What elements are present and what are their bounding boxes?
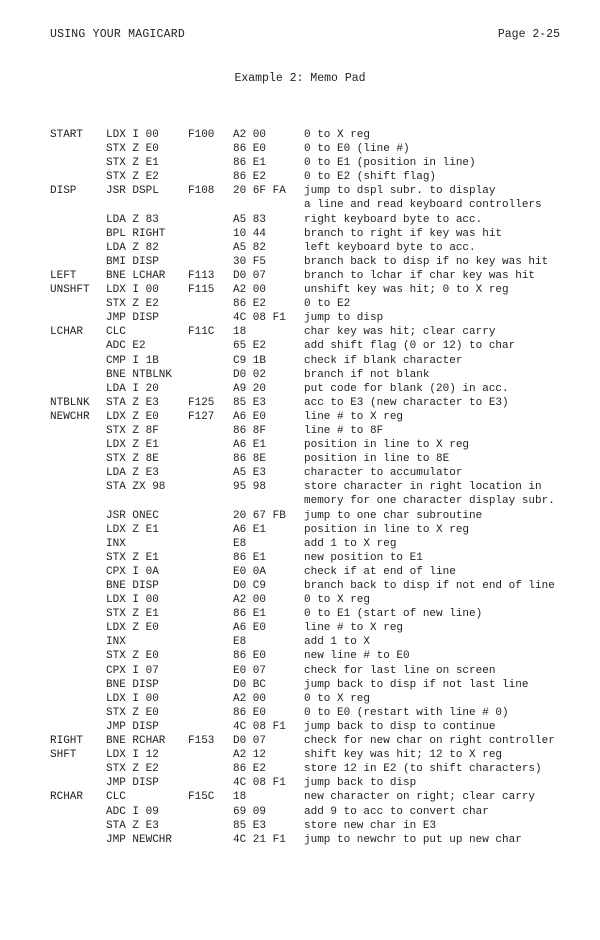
comment: 0 to E1 (start of new line) (304, 608, 483, 621)
listing-row (0, 748, 600, 762)
instruction: STX Z E2 (106, 171, 159, 184)
machine-code: A9 20 (233, 382, 267, 395)
instruction: STA Z E3 (106, 396, 159, 409)
instruction: BMI DISP (106, 255, 159, 268)
listing-row (0, 368, 600, 382)
machine-code: A6 E0 (233, 410, 267, 423)
instruction: INX (106, 537, 126, 550)
machine-code: 18 (233, 326, 247, 339)
address: F100 (188, 129, 215, 141)
comment: 0 to X reg (304, 692, 371, 705)
instruction: STX Z E1 (106, 551, 159, 564)
instruction: ADC E2 (106, 340, 146, 353)
address: F11C (188, 326, 215, 339)
machine-code: A6 E0 (233, 622, 267, 635)
instruction: STX Z 8E (106, 453, 159, 466)
machine-code: 69 09 (233, 805, 267, 818)
instruction: LDA I 20 (106, 382, 159, 395)
comment: store character in right location in (304, 481, 542, 494)
comment: 0 to X reg (304, 594, 371, 607)
listing-row (0, 241, 600, 255)
machine-code: D0 C9 (233, 580, 267, 592)
machine-code: 4C 21 F1 (233, 833, 286, 846)
code-label: DISP (50, 185, 77, 198)
listing-row (0, 325, 600, 339)
code-label: LCHAR (50, 326, 84, 339)
machine-code: 86 E2 (233, 298, 267, 311)
instruction: JMP DISP (106, 720, 159, 733)
instruction: LDX I 00 (106, 284, 159, 297)
listing-row (0, 762, 600, 776)
instruction: STX Z E2 (106, 298, 159, 311)
listing-row (0, 579, 600, 593)
machine-code: A2 00 (233, 692, 267, 705)
listing-row (0, 607, 600, 621)
machine-code: 20 67 FB (233, 509, 286, 522)
instruction: STX Z E2 (106, 763, 159, 776)
instruction: JSR DSPL (106, 185, 159, 198)
listing-row (0, 283, 600, 297)
instruction: LDX Z E0 (106, 410, 159, 423)
comment: add 9 to acc to convert char (304, 805, 489, 818)
machine-code: D0 07 (233, 269, 267, 282)
instruction: LDX I 12 (106, 749, 159, 762)
machine-code: 85 E3 (233, 819, 267, 832)
machine-code: E8 (233, 537, 247, 550)
instruction: BNE DISP (106, 580, 159, 592)
comment: check if blank character (304, 354, 463, 367)
listing-row (0, 213, 600, 227)
address: F127 (188, 410, 215, 423)
listing-row (0, 537, 600, 551)
comment: jump back to disp if not last line (304, 678, 529, 691)
instruction: LDX I 00 (106, 129, 159, 141)
instruction: ADC I 09 (106, 805, 159, 818)
machine-code: 86 E1 (233, 608, 267, 621)
listing-row (0, 339, 600, 353)
machine-code: E8 (233, 636, 247, 649)
comment: acc to E3 (new character to E3) (304, 396, 509, 409)
listing-row (0, 805, 600, 819)
comment: position in line to 8E (304, 453, 450, 466)
instruction: LDX I 00 (106, 692, 159, 705)
comment: new line # to E0 (304, 650, 410, 663)
machine-code: 30 F5 (233, 255, 267, 268)
comment: unshift key was hit; 0 to X reg (304, 284, 509, 297)
instruction: JSR ONEC (106, 509, 159, 522)
instruction: STX Z 8F (106, 424, 159, 437)
listing-row (0, 170, 600, 184)
listing-row (0, 396, 600, 410)
machine-code: A5 82 (233, 241, 267, 254)
instruction: JMP DISP (106, 312, 159, 325)
comment: jump to disp (304, 312, 384, 325)
listing-row (0, 523, 600, 537)
machine-code: 4C 08 F1 (233, 312, 286, 325)
instruction: STX Z E0 (106, 706, 159, 719)
listing-row (0, 128, 600, 142)
comment: jump to newchr to put up new char (304, 833, 522, 846)
comment: check for last line on screen (304, 664, 496, 677)
instruction: STA Z E3 (106, 819, 159, 832)
instruction: CMP I 1B (106, 354, 159, 367)
instruction: LDX Z E1 (106, 439, 159, 452)
comment: left keyboard byte to acc. (304, 241, 476, 254)
listing-row (0, 593, 600, 607)
instruction: BNE DISP (106, 678, 159, 691)
machine-code: D0 BC (233, 678, 267, 691)
instruction: STX Z E0 (106, 650, 159, 663)
code-label: UNSHFT (50, 284, 90, 297)
machine-code: 65 E2 (233, 340, 267, 353)
machine-code: 18 (233, 791, 247, 804)
instruction: BPL RIGHT (106, 227, 166, 240)
instruction: LDX I 00 (106, 594, 159, 607)
comment: character to accumulator (304, 467, 463, 480)
comment: line # to 8F (304, 424, 384, 437)
comment: shift key was hit; 12 to X reg (304, 749, 503, 762)
instruction: INX (106, 636, 126, 649)
listing-row (0, 410, 600, 424)
instruction: STX Z E0 (106, 143, 159, 156)
machine-code: 10 44 (233, 227, 267, 240)
comment: jump back to disp to continue (304, 720, 496, 733)
listing-row (0, 452, 600, 466)
code-label: RCHAR (50, 791, 84, 804)
assembly-listing (0, 128, 600, 847)
machine-code: E0 0A (233, 565, 267, 578)
instruction: LDA Z 82 (106, 241, 159, 254)
comment: 0 to E1 (position in line) (304, 157, 476, 170)
comment: new position to E1 (304, 551, 423, 564)
address: F115 (188, 284, 215, 297)
machine-code: 86 E1 (233, 551, 267, 564)
address: F125 (188, 396, 215, 409)
machine-code: 86 E0 (233, 143, 267, 156)
page-number: Page 2-25 (497, 28, 560, 41)
listing-row (0, 297, 600, 311)
listing-row (0, 678, 600, 692)
listing-row (0, 819, 600, 833)
machine-code: C9 1B (233, 354, 267, 367)
comment: jump to dspl subr. to display (304, 185, 496, 198)
code-label: LEFT (50, 269, 77, 282)
code-label: RIGHT (50, 735, 84, 748)
listing-row (0, 184, 600, 198)
comment: add 1 to X (304, 636, 371, 649)
listing-row (0, 692, 600, 706)
machine-code: 4C 08 F1 (233, 720, 286, 733)
comment: right keyboard byte to acc. (304, 213, 483, 226)
instruction: LDA Z E3 (106, 467, 159, 480)
instruction: JMP DISP (106, 777, 159, 790)
comment: memory for one character display subr. (304, 495, 555, 508)
listing-row (0, 424, 600, 438)
comment: position in line to X reg (304, 523, 470, 536)
listing-row (0, 480, 600, 494)
listing-row (0, 565, 600, 579)
machine-code: 86 8E (233, 453, 267, 466)
comment: branch to right if key was hit (304, 227, 503, 240)
machine-code: A2 12 (233, 749, 267, 762)
comment: branch if not blank (304, 368, 430, 381)
instruction: LDX Z E0 (106, 622, 159, 635)
instruction: CLC (106, 326, 126, 339)
comment: branch back to disp if no key was hit (304, 255, 549, 268)
listing-row (0, 649, 600, 663)
machine-code: 86 8F (233, 424, 267, 437)
comment: new character on right; clear carry (304, 791, 536, 804)
code-label: START (50, 129, 84, 141)
instruction: CLC (106, 791, 126, 804)
address: F153 (188, 735, 215, 748)
listing-row (0, 466, 600, 480)
machine-code: D0 07 (233, 735, 267, 748)
code-label: NEWCHR (50, 410, 90, 423)
comment: line # to X reg (304, 410, 404, 423)
machine-code: 95 98 (233, 481, 267, 494)
comment: check for new char on right controller (304, 735, 555, 748)
comment: jump back to disp (304, 777, 417, 790)
listing-row (0, 494, 600, 508)
machine-code: E0 07 (233, 664, 267, 677)
address: F108 (188, 185, 215, 198)
listing-row (0, 706, 600, 720)
comment: line # to X reg (304, 622, 404, 635)
listing-row (0, 664, 600, 678)
listing-row (0, 720, 600, 734)
listing-row (0, 382, 600, 396)
machine-code: A5 E3 (233, 467, 267, 480)
instruction: STA ZX 98 (106, 481, 166, 494)
machine-code: 85 E3 (233, 396, 267, 409)
machine-code: 20 6F FA (233, 185, 286, 198)
machine-code: A2 00 (233, 129, 267, 141)
machine-code: 86 E2 (233, 763, 267, 776)
comment: a line and read keyboard controllers (304, 199, 542, 212)
code-label: SHFT (50, 749, 77, 762)
listing-row (0, 734, 600, 748)
example-title: Example 2: Memo Pad (234, 72, 366, 85)
listing-row (0, 198, 600, 212)
machine-code: A6 E1 (233, 523, 267, 536)
address: F113 (188, 269, 215, 282)
comment: branch to lchar if char key was hit (304, 269, 536, 282)
machine-code: D0 02 (233, 368, 267, 381)
comment: 0 to E2 (shift flag) (304, 171, 437, 184)
instruction: STX Z E1 (106, 608, 159, 621)
listing-row (0, 621, 600, 635)
machine-code: 4C 08 F1 (233, 777, 286, 790)
instruction: BNE LCHAR (106, 269, 166, 282)
instruction: BNE NTBLNK (106, 368, 173, 381)
listing-row (0, 142, 600, 156)
instruction: BNE RCHAR (106, 735, 166, 748)
listing-row (0, 776, 600, 790)
listing-row (0, 551, 600, 565)
listing-row (0, 509, 600, 523)
comment: 0 to E2 (304, 298, 351, 311)
listing-row (0, 311, 600, 325)
comment: add 1 to X reg (304, 537, 397, 550)
code-label: NTBLNK (50, 396, 90, 409)
comment: add shift flag (0 or 12) to char (304, 340, 516, 353)
comment: 0 to X reg (304, 129, 371, 141)
machine-code: 86 E0 (233, 650, 267, 663)
comment: 0 to E0 (line #) (304, 143, 410, 156)
listing-row (0, 635, 600, 649)
instruction: STX Z E1 (106, 157, 159, 170)
comment: check if at end of line (304, 565, 456, 578)
machine-code: A2 00 (233, 284, 267, 297)
instruction: JMP NEWCHR (106, 833, 173, 846)
address: F15C (188, 791, 215, 804)
comment: 0 to E0 (restart with line # 0) (304, 706, 509, 719)
comment: store new char in E3 (304, 819, 437, 832)
listing-row (0, 269, 600, 283)
listing-row (0, 833, 600, 847)
machine-code: A6 E1 (233, 439, 267, 452)
instruction: CPX I 0A (106, 565, 159, 578)
running-header-title: USING YOUR MAGICARD (50, 28, 185, 41)
instruction: CPX I 07 (106, 664, 159, 677)
comment: position in line to X reg (304, 439, 470, 452)
comment: branch back to disp if not end of line (304, 580, 555, 592)
comment: put code for blank (20) in acc. (304, 382, 509, 395)
instruction: LDA Z 83 (106, 213, 159, 226)
listing-row (0, 790, 600, 804)
machine-code: A5 83 (233, 213, 267, 226)
comment: store 12 in E2 (to shift characters) (304, 763, 542, 776)
listing-row (0, 227, 600, 241)
comment: jump to one char subroutine (304, 509, 483, 522)
machine-code: A2 00 (233, 594, 267, 607)
machine-code: 86 E0 (233, 706, 267, 719)
machine-code: 86 E2 (233, 171, 267, 184)
listing-row (0, 156, 600, 170)
listing-row (0, 438, 600, 452)
comment: char key was hit; clear carry (304, 326, 496, 339)
listing-row (0, 255, 600, 269)
listing-row (0, 354, 600, 368)
instruction: LDX Z E1 (106, 523, 159, 536)
machine-code: 86 E1 (233, 157, 267, 170)
